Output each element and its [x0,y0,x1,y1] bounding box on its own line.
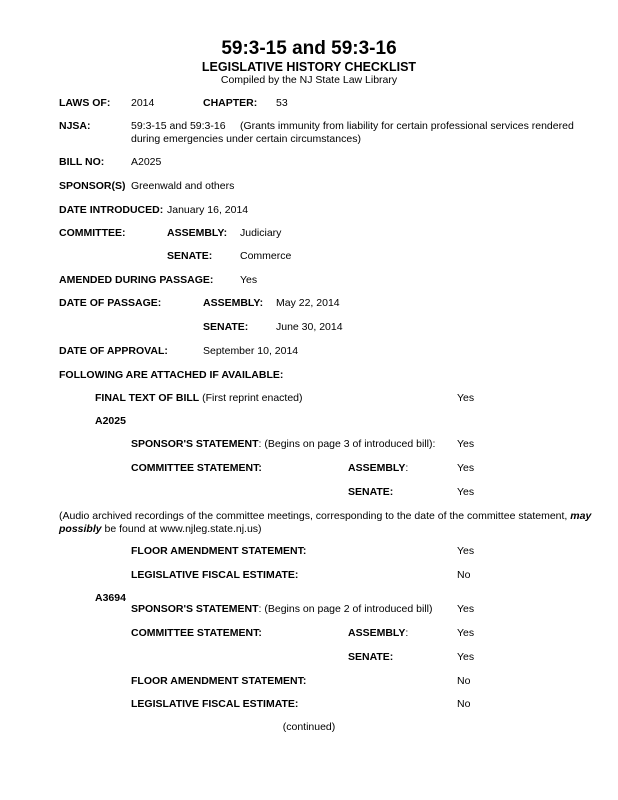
date-introduced-label: DATE INTRODUCED: [59,204,164,216]
bill-no-value: A2025 [131,156,162,168]
bill1-floor-value: Yes [457,545,475,557]
bill1-fiscal-value: No [457,569,471,581]
attached-heading: FOLLOWING ARE ATTACHED IF AVAILABLE: [59,369,284,381]
audio-note-emphasis: may possibly [59,510,592,535]
date-approval-value: September 10, 2014 [203,345,299,357]
bill2-committee-stmt-label: COMMITTEE STATEMENT: [131,627,262,639]
bill1-committee-stmt-label: COMMITTEE STATEMENT: [131,462,262,474]
bill1-assembly-value: Yes [457,462,475,474]
compiled-by: Compiled by the NJ State Law Library [220,74,398,86]
bill1-sponsor-stmt-value: Yes [457,438,475,450]
bill1-number: A2025 [95,415,126,427]
passage-assembly-value: May 22, 2014 [276,297,340,309]
passage-senate-value: June 30, 2014 [276,321,343,333]
laws-of-value: 2014 [131,97,155,109]
chapter-label: CHAPTER: [203,97,258,109]
committee-assembly-value: Judiciary [240,227,282,239]
committee-senate-label: SENATE: [167,250,213,262]
committee-label: COMMITTEE: [59,227,126,239]
bill1-fiscal-label: LEGISLATIVE FISCAL ESTIMATE: [131,569,299,581]
passage-senate-label: SENATE: [203,321,249,333]
bill1-senate-label: SENATE: [348,486,394,498]
date-approval-label: DATE OF APPROVAL: [59,345,168,357]
bill2-assembly-label: ASSEMBLY [348,627,406,639]
laws-of-label: LAWS OF: [59,97,111,109]
bill2-assembly-row [348,627,408,640]
page-title: 59:3-15 and 59:3-16 [221,38,397,59]
bill2-assembly-colon: : [405,627,409,639]
audio-note-part-a: (Audio archived recordings of the committee meetings, corresponding to the date of the committee statement, [59,510,571,522]
committee-assembly-label: ASSEMBLY: [167,227,228,239]
date-passage-label: DATE OF PASSAGE: [59,297,162,309]
bill2-sponsor-stmt-value: Yes [457,603,475,615]
date-introduced-value: January 16, 2014 [167,204,249,216]
bill2-sponsor-stmt-label: SPONSOR'S STATEMENT [131,603,259,615]
bill2-floor-value: No [457,675,471,687]
bill1-sponsor-stmt-note: : (Begins on page 3 of introduced bill): [258,438,436,450]
bill2-number: A3694 [95,592,126,604]
page-subtitle: LEGISLATIVE HISTORY CHECKLIST [201,60,417,74]
final-text-value: Yes [457,392,475,404]
final-text-label: FINAL TEXT OF BILL [95,392,200,404]
njsa-value: 59:3-15 and 59:3-16 [131,120,226,132]
final-text-row [95,392,303,405]
sponsor-value: Greenwald and others [131,180,235,192]
bill2-sponsor-statement [131,603,433,616]
bill2-senate-label: SENATE: [348,651,394,663]
bill2-senate-value: Yes [457,651,475,663]
bill1-sponsor-stmt-label: SPONSOR'S STATEMENT [131,438,259,450]
bill1-assembly-colon: : [405,462,409,474]
audio-note-part-b: be found at www.njleg.state.nj.us) [101,523,262,535]
bill2-assembly-value: Yes [457,627,475,639]
bill1-sponsor-statement [131,438,435,451]
bill2-fiscal-value: No [457,698,471,710]
bill1-senate-value: Yes [457,486,475,498]
audio-note [59,510,604,536]
committee-senate-value: Commerce [240,250,292,262]
chapter-value: 53 [276,97,288,109]
bill1-assembly-label: ASSEMBLY [348,462,406,474]
amended-label: AMENDED DURING PASSAGE: [59,274,214,286]
bill1-assembly-row [348,462,408,475]
bill2-sponsor-stmt-note: : (Begins on page 2 of introduced bill) [258,603,433,615]
continued-note: (continued) [282,721,336,733]
final-text-note: (First reprint enacted) [199,392,303,404]
sponsor-label: SPONSOR(S) [59,180,126,192]
bill1-floor-label: FLOOR AMENDMENT STATEMENT: [131,545,307,557]
njsa-label: NJSA: [59,120,91,132]
njsa-description: (Grants immunity from liability for certain professional services rendered during emergencies under certain circumstances) [131,120,574,145]
bill-no-label: BILL NO: [59,156,105,168]
bill2-fiscal-label: LEGISLATIVE FISCAL ESTIMATE: [131,698,299,710]
passage-assembly-label: ASSEMBLY: [203,297,264,309]
amended-value: Yes [240,274,258,286]
bill2-floor-label: FLOOR AMENDMENT STATEMENT: [131,675,307,687]
